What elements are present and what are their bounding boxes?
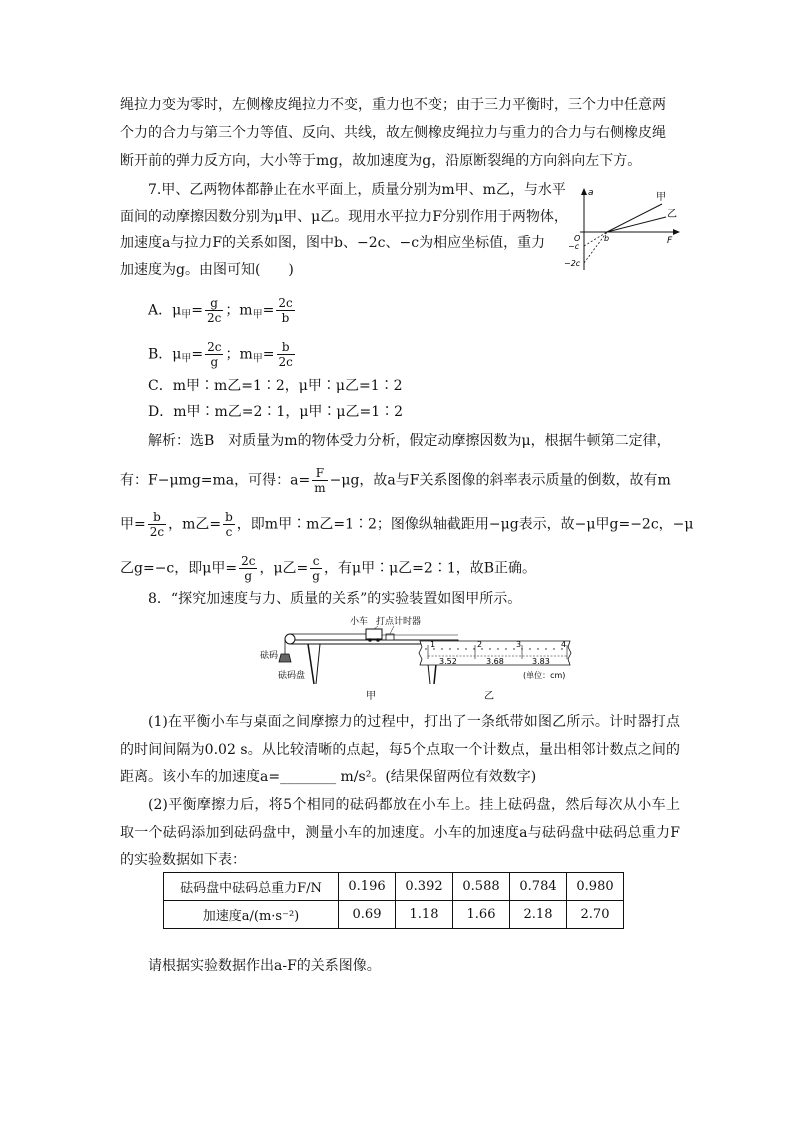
graph-jia-label: 甲 [656, 192, 666, 203]
q7-solution-4: 乙g=−c，即μ甲= $\frac{2c}{g}$ ，μ乙= $\frac{c}{g}$ ，有μ甲∶μ乙=2∶1，故B正确。 [120, 554, 537, 583]
label-yi: 乙 [484, 691, 494, 702]
q7-stem-4: 加速度为g。由图可知( ) [120, 262, 294, 278]
table-cell: 0.69 [339, 901, 396, 929]
graph-line-jia [607, 204, 662, 232]
tape-unit: (单位：cm) [523, 671, 566, 680]
q7-option-c: C．m甲∶m乙=1∶2，μ甲∶μ乙=1∶2 [148, 378, 403, 394]
q8-final: 请根据实验数据作出a-F的关系图像。 [148, 958, 381, 974]
table-cell: 1.18 [396, 901, 453, 929]
q7-stem-1: 7.甲、乙两物体都静止在水平面上，质量分别为m甲、m乙，与水平 [148, 182, 566, 198]
label-car: 小车 [350, 617, 369, 627]
tape-mark-4: 4 [561, 640, 567, 649]
q7-solution-2: 有：F−μmg=ma，可得：a= $\frac{F}{m}$ −μg，故a与F关系图像的斜率表示质量的倒数，故有m [120, 466, 671, 495]
tape-mark-1: 1 [430, 640, 436, 649]
table-cell: 0.392 [396, 873, 453, 901]
label-jia: 甲 [366, 691, 376, 702]
intro-line-2: 个力的合力与第三个力等值、反向、共线，故左侧橡皮绳拉力与重力的合力与右侧橡皮绳 [120, 125, 666, 141]
graph-b-label: b [604, 234, 610, 243]
graph-line-yi [607, 217, 666, 232]
tape-value-1: 3.52 [439, 657, 457, 666]
table-cell: 1.66 [453, 901, 510, 929]
graph-o-label: O [574, 234, 581, 243]
q7-stem-3: 加速度a与拉力F的关系如图，图中b、−2c、−c为相应坐标值，重力 [120, 235, 546, 251]
intro-line-1: 绳拉力变为零时，左侧橡皮绳拉力不变，重力也不变；由于三力平衡时，三个力中任意两 [120, 97, 666, 113]
graph-f-label: F [667, 236, 673, 246]
q8-apparatus-figure [258, 614, 578, 704]
graph-yi-label: 乙 [667, 209, 677, 220]
q7-solution-1: 解析：选B 对质量为m的物体受力分析，假定动摩擦因数为μ，根据牛顿第二定律， [148, 433, 671, 449]
table-cell: 2.70 [567, 901, 624, 929]
q8-part1: (1)在平衡小车与桌面之间摩擦力的过程中，打出了一条纸带如图乙所示。计时器打点的时间间隔为0.02 s。从比较清晰的点起，每5个点取一个计数点，量出相邻计数点之间的距离。该小车的加速度a=________ m/s²。(结果保留两位有效数字) [120, 714, 680, 785]
q8-part2: (2)平衡摩擦力后，将5个相同的砝码都放在小车上。挂上砝码盘，然后每次从小车上取一个砝码添加到砝码盘中，测量小车的加速度。小车的加速度a与砝码盘中砝码总重力F的实验数据如下表： [120, 797, 680, 868]
table-cell: 0.784 [510, 873, 567, 901]
q7-option-a: A．$\mu_甲=$ $\frac{g}{2c}$ ；$m_甲=$ $\frac{2c}{b}$ [148, 296, 293, 325]
table-cell: 0.588 [453, 873, 510, 901]
table-row-head-force: 砝码盘中砝码总重力F/N [164, 873, 339, 901]
graph-neg-c: −c [568, 242, 580, 251]
table-row [164, 873, 624, 901]
q7-solution-3: 甲= $\frac{b}{2c}$ ，m乙= $\frac{b}{c}$ ，即m甲∶m乙=1∶2；图像纵轴截距用−μg表示，故−μ甲g=−2c，−μ [120, 510, 694, 539]
label-timer: 打点计时器 [376, 617, 422, 627]
table-cell: 2.18 [510, 901, 567, 929]
table-cell: 0.980 [567, 873, 624, 901]
tape-value-2: 3.68 [486, 657, 504, 666]
q8-stem: 8．“探究加速度与力、质量的关系”的实验装置如图甲所示。 [148, 591, 522, 607]
tape-mark-2: 2 [477, 640, 483, 649]
q7-option-d: D．m甲∶m乙=2∶1，μ甲∶μ乙=1∶2 [148, 404, 404, 420]
table-cell: 0.196 [339, 873, 396, 901]
intro-line-3: 断开前的弹力反方向，大小等于mg，故加速度为g，沿原断裂绳的方向斜向左下方。 [120, 153, 642, 169]
graph-neg-2c: −2c [564, 259, 581, 268]
table-row [164, 901, 624, 929]
tape-mark-3: 3 [516, 640, 522, 649]
q7-stem-2: 面间的动摩擦因数分别为μ甲、μ乙。现用水平拉力F分别作用于两物体， [120, 209, 568, 225]
tape-value-3: 3.83 [532, 657, 550, 666]
q7-graph [560, 186, 685, 276]
graph-a-label: a [588, 188, 594, 198]
q8-data-table [163, 872, 624, 929]
label-weight: 砝码 [260, 651, 279, 661]
label-pan: 砝码盘 [278, 671, 306, 681]
q7-option-b: B．$\mu_甲=$ $\frac{2c}{g}$ ；$m_甲=$ $\frac{b}{2c}$ [148, 340, 293, 369]
table-row-head-accel: 加速度a/(m·s⁻²) [164, 901, 339, 929]
